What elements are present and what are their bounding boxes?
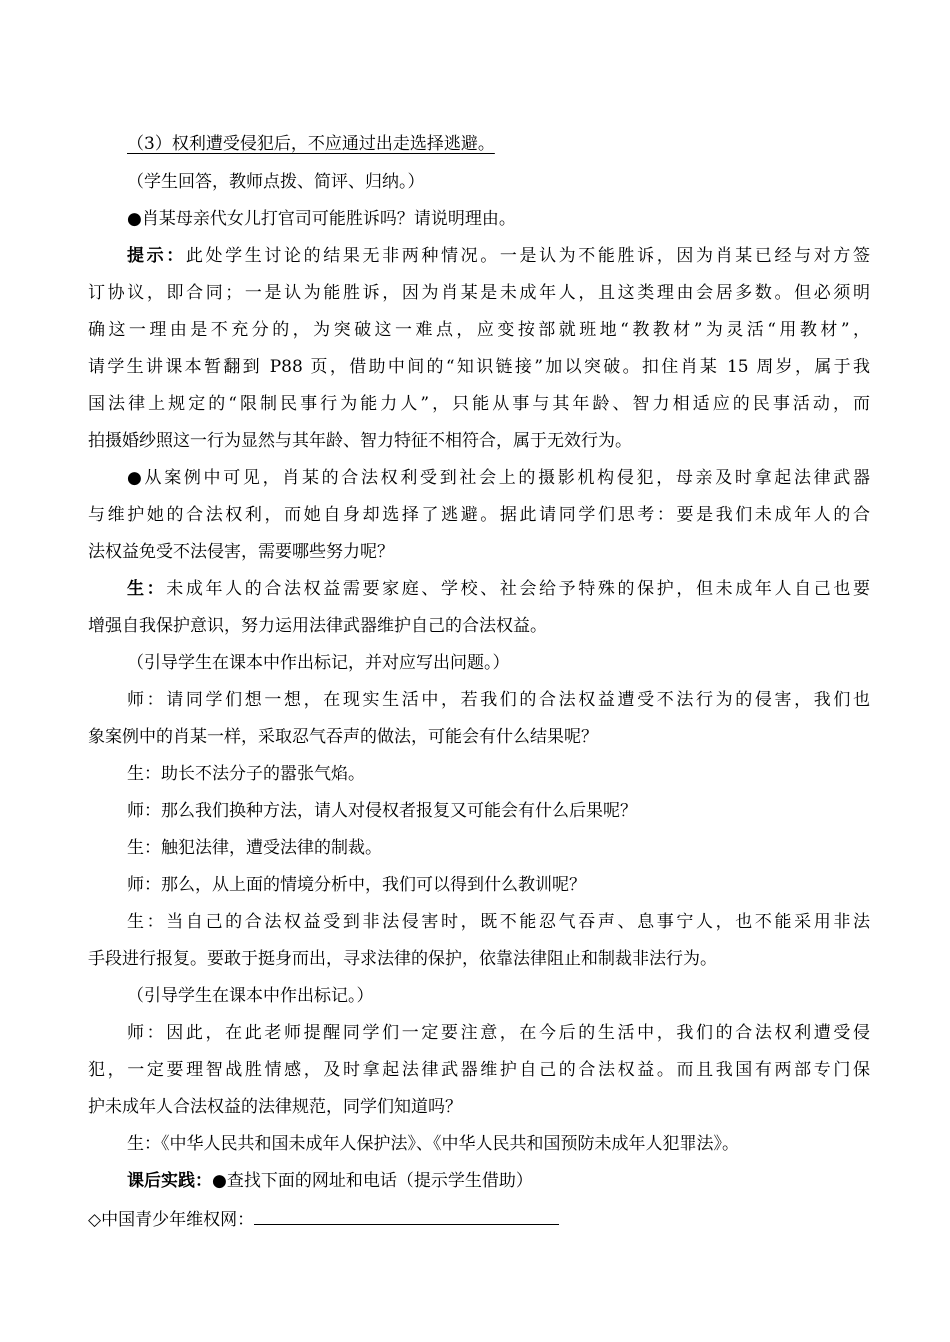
text-line: 确这一理由是不充分的，为突破这一难点，应变按部就班地“教教材”为灵活“用教材”， xyxy=(88,320,870,340)
text-line-teacher-question: 师：那么，从上面的情境分析中，我们可以得到什么教训呢？ xyxy=(127,875,586,895)
student-label: 生： xyxy=(127,579,167,599)
text-line-student-reply: 生：触犯法律，遭受法律的制裁。 xyxy=(127,838,382,858)
text-line: 犯，一定要理智战胜情感，及时拿起法律武器维护自己的合法权益。而且我国有两部专门保 xyxy=(88,1060,870,1080)
hint-text: 此处学生讨论的结果无非两种情况。一是认为不能胜诉，因为肖某已经与对方签 xyxy=(185,246,871,266)
text-line-student-reply: 生：当自己的合法权益受到非法侵害时，既不能忍气吞声、息事宁人，也不能采用非法 xyxy=(127,912,870,932)
text-line: 象案例中的肖某一样，采取忍气吞声的做法，可能会有什么结果呢？ xyxy=(88,727,598,747)
text-line-homework xyxy=(127,1169,870,1193)
text-line-teacher-question: 师：那么我们换种方法，请人对侵权者报复又可能会有什么后果呢？ xyxy=(127,801,637,821)
text-line: 护未成年人合法权益的法律规范，同学们知道吗？ xyxy=(88,1097,462,1117)
text-line: 增强自我保护意识，努力运用法律武器维护自己的合法权益。 xyxy=(88,616,547,636)
text-line-website-blank xyxy=(88,1206,870,1232)
text-line-student-reply: 生：助长不法分子的嚣张气焰。 xyxy=(127,764,365,784)
text-line-guide-note: （引导学生在课本中作出标记，并对应写出问题。） xyxy=(127,653,510,673)
text-line-teacher-question: 师：请同学们想一想，在现实生活中，若我们的合法权益遭受不法行为的侵害，我们也 xyxy=(127,690,870,710)
text-line: 法权益免受不法侵害，需要哪些努力呢？ xyxy=(88,542,394,562)
text-line-hint xyxy=(127,244,870,268)
text-line: 拍摄婚纱照这一行为显然与其年龄、智力特征不相符合，属于无效行为。 xyxy=(88,431,632,451)
website-label: ◇中国青少年维权网： xyxy=(88,1210,255,1230)
text-line: 手段进行报复。要敢于挺身而出，寻求法律的保护，依靠法律阻止和制裁非法行为。 xyxy=(88,949,717,969)
hint-label: 提示： xyxy=(127,246,186,266)
website-fill-blank xyxy=(254,1206,559,1225)
homework-text: ●查找下面的网址和电话（提示学生借助） xyxy=(212,1171,533,1191)
text-line: 与维护她的合法权利，而她自身却选择了逃避。据此请同学们思考：要是我们未成年人的合 xyxy=(88,505,870,525)
student-answer-text: 未成年人的合法权益需要家庭、学校、社会给予特殊的保护，但未成年人自己也要 xyxy=(166,579,871,599)
text-line-question-lawsuit: ●肖某母亲代女儿打官司可能胜诉吗？请说明理由。 xyxy=(127,209,516,229)
text-line: 订协议，即合同；一是认为能胜诉，因为肖某是未成年人，且这类理由会居多数。但必须明 xyxy=(88,283,870,303)
text-line-case-analysis: ●从案例中可见，肖某的合法权利受到社会上的摄影机构侵犯，母亲及时拿起法律武器 xyxy=(127,468,870,488)
homework-label: 课后实践： xyxy=(127,1171,212,1191)
text-line-student-answer xyxy=(127,577,870,601)
text-line-rights-point-3: （3）权利遭受侵犯后，不应通过出走选择逃避。 xyxy=(127,134,495,154)
text-line: 请学生讲课本暂翻到 P88 页，借助中间的“知识链接”加以突破。扣住肖某 15 周岁，属于我 xyxy=(88,357,870,377)
text-line-student-laws: 生：《中华人民共和国未成年人保护法》、《中华人民共和国预防未成年人犯罪法》。 xyxy=(127,1134,739,1154)
text-line: 国法律上规定的“限制民事行为能力人”，只能从事与其年龄、智力相适应的民事活动，而 xyxy=(88,394,870,414)
text-line-teacher-note: （学生回答，教师点拨、简评、归纳。） xyxy=(127,172,425,192)
text-line-guide-note: （引导学生在课本中作出标记。） xyxy=(127,986,374,1006)
text-line-teacher-reminder: 师：因此，在此老师提醒同学们一定要注意，在今后的生活中，我们的合法权利遭受侵 xyxy=(127,1023,870,1043)
